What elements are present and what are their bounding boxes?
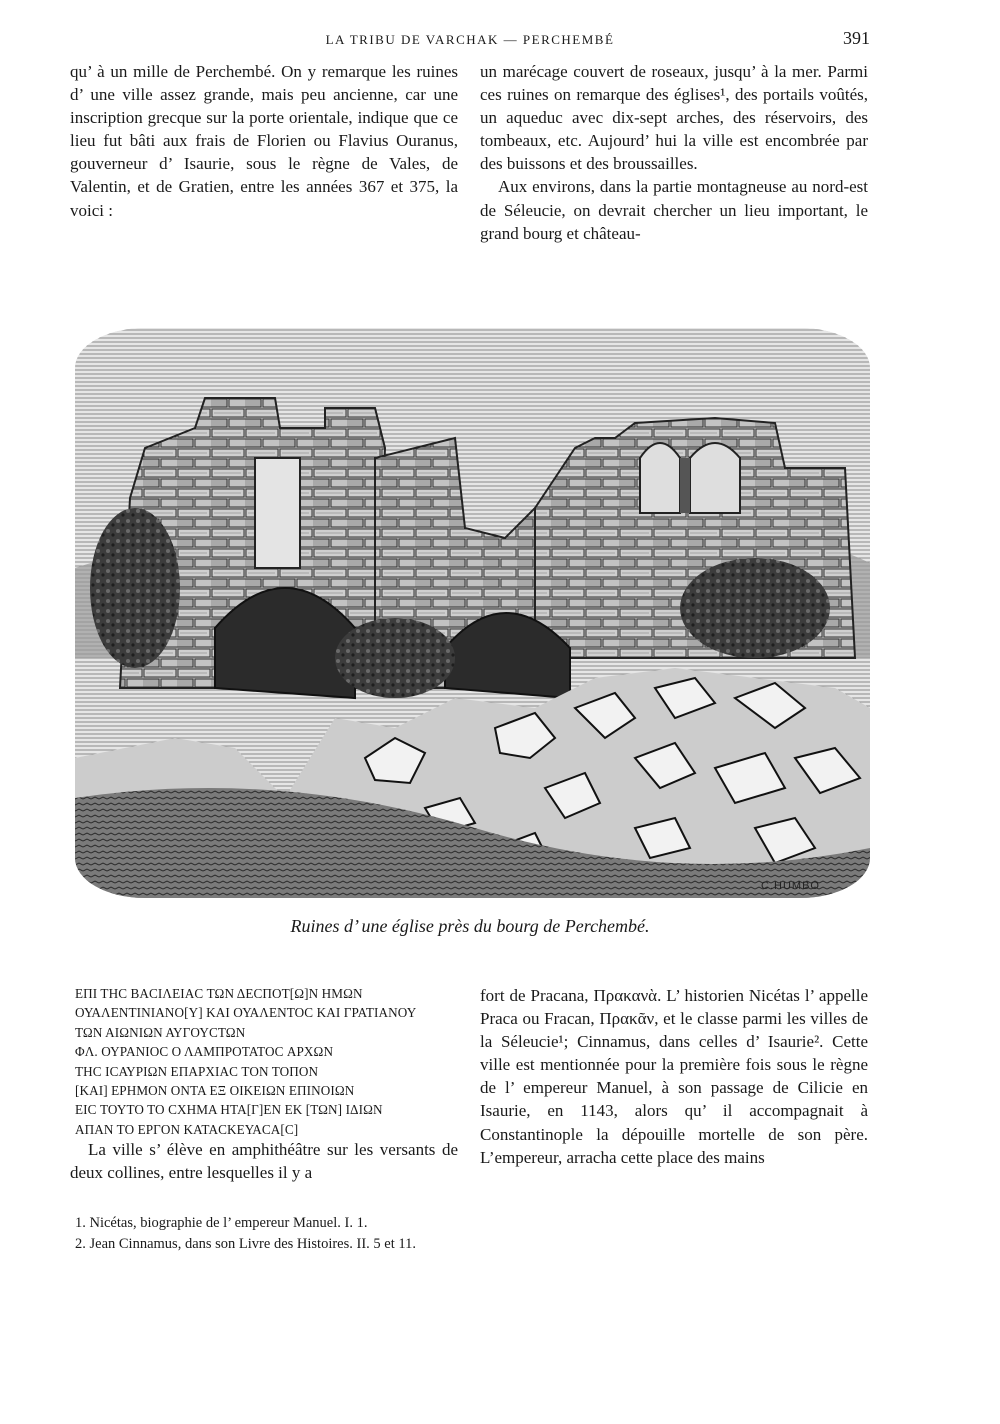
page-header [70,30,870,50]
inscription-line: ΤΩΝ ΑΙΩΝΙΩΝ ΑΥΓΟΥCΤΩΝ [75,1024,246,1040]
greek-inscription [75,984,465,1139]
page-number: 391 [843,28,870,48]
column-bottom-left [70,1138,458,1184]
paragraph: qu’ à un mille de Perchembé. On y remarque les ruines d’ une ville assez grande, mais peu ancienne, car une inscription grecque sur la porte orientale, indique que ce lieu fut bâti aux frais de Florien ou Flavius Ouranus, gouverneur d’ Isaurie, sous le règne de Vales, de Valentin, et de Gratien, entre les années 367 et 375, la voici : [70,62,458,220]
inscription-line: ΕΙC ΤΟΥΤΟ ΤΟ CΧΗΜΑ ΗΤΑ[Γ]ΕΝ ΕΚ [ΤΩΝ] ΙΔΙΩΝ [75,1102,383,1118]
inscription-line: ΟΥΑΛΕΝΤΙΝΙΑΝΟ[Υ] ΚΑΙ ΟΥΑΛΕΝΤΟC ΚΑΙ ΓΡΑΤΙΑΝΟΥ [75,1005,417,1021]
footnote: 1. Nicétas, biographie de l’ empereur Manuel. I. 1. [75,1215,368,1231]
engraver-signature: C.HUMBO [761,880,820,892]
column-bottom-right [480,984,868,1169]
inscription-line: ΕΠΙ ΤΗC ΒΑCΙΛΕΙΑC ΤΩΝ ΔΕCΠΟΤ[Ω]Ν ΗΜΩΝ [75,986,363,1001]
paragraph: fort de Pracana, Πρακανὰ. L’ historien Nicétas l’ appelle Praca ou Fracan, Πρακᾶν, et le classe parmi les villes de la Séleucie¹; Cinnamus, dans celles d’ Isaurie². Cette ville est mentionnée pour la première fois sous le règne de l’ empereur Manuel, à son passage de Cilicie en Isaurie, en 1143, alors qu’ il accompagnait à Constantinople la dépouille mortelle de son père. L’empereur, arracha cette place des mains [480,986,868,1167]
inscription-line: ΦΛ. ΟΥΡΑΝΙΟC Ο ΛΑΜΠΡΟΤΑΤΟC ΑΡΧΩΝ [75,1044,334,1060]
inscription-line: ΤΗC ΙCΑΥΡΙΩΝ ΕΠΑΡΧΙΑC ΤΟΝ ΤΟΠΟΝ [75,1063,319,1079]
footnotes [75,1213,875,1255]
footnote: 2. Jean Cinnamus, dans son Livre des Histoires. II. 5 et 11. [75,1236,416,1252]
engraving-illustration [75,328,870,898]
figure-caption: Ruines d’ une église près du bourg de Perchembé. [290,916,650,936]
running-title: LA TRIBU DE VARCHAK — PERCHEMBÉ [325,32,615,47]
paragraph: La ville s’ élève en amphithéâtre sur les versants de deux collines, entre lesquelles il y a [70,1140,458,1183]
inscription-line: ΑΠΑΝ ΤΟ ΕΡΓΟΝ ΚΑΤΑCΚΕΥΑCΑ[C] [75,1121,299,1137]
ruins-engraving [75,328,870,898]
paragraph: Aux environs, dans la partie montagneuse au nord-est de Séleucie, on devrait chercher un lieu important, le grand bourg et château- [480,177,868,243]
column-top-left [70,60,458,222]
paragraph: un marécage couvert de roseaux, jusqu’ à la mer. Parmi ces ruines on remarque des églises¹, des portails voûtés, un aqueduc avec dix-sept arches, des réservoirs, des tombeaux, etc. Aujourd’ hui la ville est encombrée par des buissons et des broussailles. [480,62,868,174]
column-top-right [480,60,868,245]
inscription-line: [ΚΑΙ] ΕΡΗΜΟΝ ΟΝΤΑ ΕΞ ΟΙΚΕΙΩΝ ΕΠΙΝΟΙΩΝ [75,1083,355,1099]
